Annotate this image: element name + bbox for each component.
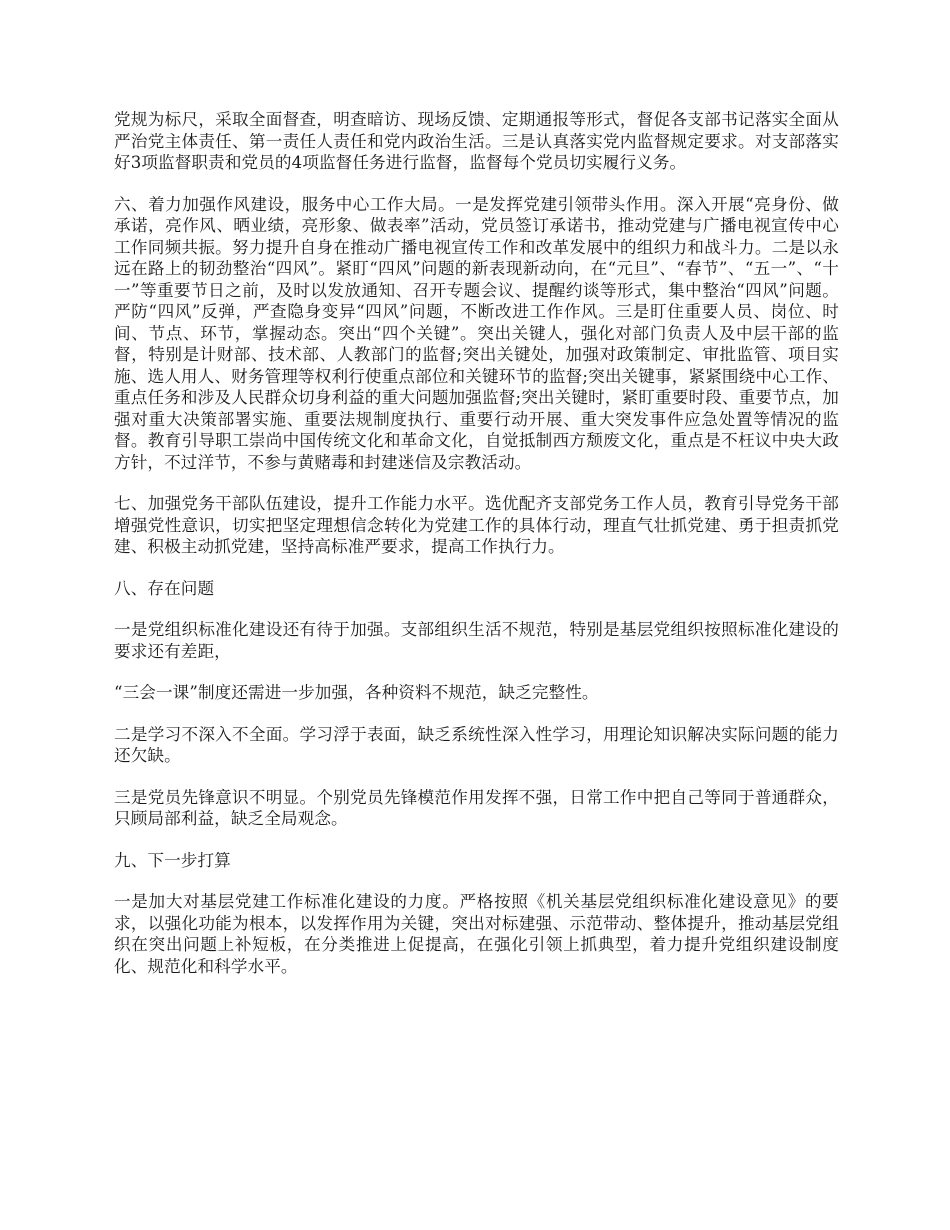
document-body [114,109,839,997]
paragraph-plan-one: 一是加大对基层党建工作标准化建设的力度。严格按照《机关基层党组织标准化建设意见》的要求，以强化功能为根本，以发挥作用为关键，突出对标建强、示范带动、整体提升，推动基层党组织在突出问题上补短板，在分类推进上促提高，在强化引领上抓典型，着力提升党组织建设制度化、规范化和科学水平。 [114,892,839,976]
heading-section-nine: 九、下一步打算 [114,850,231,870]
paragraph-section-seven: 七、加强党务干部队伍建设，提升工作能力水平。选优配齐支部党务工作人员，教育引导党务干部增强党性意识，切实把坚定理想信念转化为党建工作的具体行动，理直气壮抓党建、勇于担责抓党建、积极主动抓党建，坚持高标准严要求，提高工作执行力。 [114,494,839,556]
paragraph-supervision: 党规为标尺，采取全面督查，明查暗访、现场反馈、定期通报等形式，督促各支部书记落实全面从严治党主体责任、第一责任人责任和党内政治生活。三是认真落实党内监督规定要求。对支部落实好3项监督职责和党员的4项监督任务进行监督，监督每个党员切实履行义务。 [114,110,839,172]
heading-section-eight: 八、存在问题 [114,578,215,598]
paragraph-problem-three: 三是党员先锋意识不明显。个别党员先锋模范作用发挥不强，日常工作中把自己等同于普通群众，只顾局部利益，缺乏全局观念。 [114,787,839,828]
paragraph-problem-one-cont: “三会一课”制度还需进一步加强，各种资料不规范，缺乏完整性。 [114,683,599,702]
paragraph-problem-one: 一是党组织标准化建设还有待于加强。支部组织生活不规范，特别是基层党组织按照标准化建设的要求还有差距， [114,620,839,661]
paragraph-problem-two: 二是学习不深入不全面。学习浮于表面，缺乏系统性深入性学习，用理论知识解决实际问题的能力还欠缺。 [114,724,839,765]
paragraph-section-six: 六、着力加强作风建设，服务中心工作大局。一是发挥党建引领带头作用。深入开展“亮身份、做承诺，亮作风、晒业绩，亮形象、做表率”活动，党员签订承诺书，推动党建与广播电视宣传中心工作同频共振。努力提升自身在推动广播电视宣传工作和改革发展中的组织力和战斗力。二是以永远在路上的韧劲整治“四风”。紧盯“四风”问题的新表现新动向，在“元旦”、“春节”、“五一”、“十一”等重要节日之前，及时以发放通知、召开专题会议、提醒约谈等形式，集中整治“四风”问题。严防“四风”反弹，严查隐身变异“四风”问题，不断改进工作作风。三是盯住重要人员、岗位、时间、节点、环节，掌握动态。突出“四个关键”。突出关键人，强化对部门负责人及中层干部的监督，特别是计财部、技术部、人教部门的监督;突出关键处，加强对政策制定、审批监管、项目实施、选人用人、财务管理等权利行使重点部位和关键环节的监督;突出关键事，紧紧围绕中心工作、重点任务和涉及人民群众切身利益的重大问题加强监督;突出关键时，紧盯重要时段、重要节点，加强对重大决策部署实施、重要法规制度执行、重要行动开展、重大突发事件应急处置等情况的监督。教育引导职工崇尚中国传统文化和革命文化，自觉抵制西方颓废文化，重点是不枉议中央大政方针，不过洋节，不参与黄赌毒和封建迷信及宗教活动。 [114,194,839,472]
